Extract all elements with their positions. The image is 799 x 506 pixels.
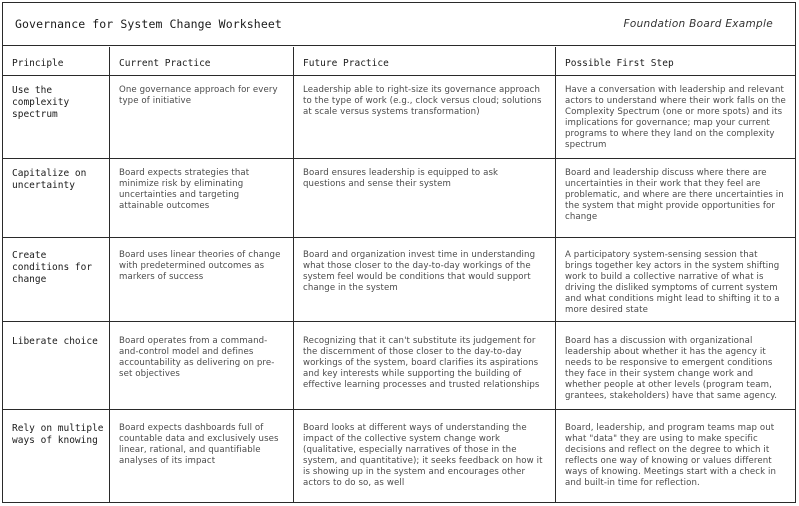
first-step-cell: Board, leadership, and program teams map out what "data" they are using to make specific decisions and reflect on the degree to which it reflects one way of knowing or values different ways of knowing. Meetings start with a check in and built-in time for reflection. — [565, 423, 777, 488]
column-divider — [109, 47, 110, 502]
current-practice-cell: One governance approach for every type of initiative — [119, 85, 278, 106]
principle-multiple-ways-of-knowing: Rely on multiple ways of knowing — [12, 423, 104, 446]
row-divider — [3, 321, 795, 322]
header-divider — [3, 75, 795, 76]
current-practice-cell: Board uses linear theories of change with predetermined outcomes as markers of success — [119, 250, 281, 282]
first-step-cell: Board and leadership discuss where there are uncertainties in their work that they feel are problematic, and where are there uncertainties in the system that might provide opportunities for change — [565, 168, 784, 222]
row-divider — [3, 409, 795, 410]
future-practice-cell: Leadership able to right-size its governance approach to the type of work (e.g., clock versus cloud; solutions at scale versus systems transformation) — [303, 85, 542, 117]
column-header-possible-first-step: Possible First Step — [565, 58, 674, 69]
future-practice-cell: Board ensures leadership is equipped to ask questions and sense their system — [303, 168, 499, 189]
row-divider — [3, 158, 795, 159]
column-header-principle: Principle — [12, 58, 64, 69]
first-step-cell: A participatory system-sensing session that brings together key actors in the system shifting work to build a collective narrative of what is driving the disliked symptoms of current system and what conditions might lead to shifting it to a more desired state — [565, 250, 780, 315]
principle-complexity-spectrum: Use the complexity spectrum — [12, 85, 70, 120]
first-step-cell: Have a conversation with leadership and relevant actors to understand where their work falls on the Complexity Spectrum (one or more spots) and its implications for governance; map your current programs to where they land on the complexity spectrum — [565, 85, 786, 150]
row-divider — [3, 237, 795, 238]
future-practice-cell: Board and organization invest time in understanding what those closer to the day-to-day workings of the system feel would be conditions that would support change in the system — [303, 250, 536, 293]
future-practice-cell: Board looks at different ways of understanding the impact of the collective system change work (qualitative, especially narratives of those in the system, and quantitative); it seeks feedback on how it is showing up in the system and encourages other actors to do so, as well — [303, 423, 543, 488]
column-header-current-practice: Current Practice — [119, 58, 211, 69]
principle-create-conditions: Create conditions for change — [12, 250, 93, 285]
current-practice-cell: Board expects strategies that minimize risk by eliminating uncertainties and targeting attainable outcomes — [119, 168, 250, 211]
future-practice-cell: Recognizing that it can't substitute its judgement for the discernment of those closer to the day-to-day workings of the system, board clarifies its aspirations and key interests while supporting the building of effective learning processes and trusted relationships — [303, 336, 540, 390]
first-step-cell: Board has a discussion with organizational leadership about whether it has the agency it needs to be responsive to emergent conditions they face in their system change work and whether people at other levels (program team, grantees, stakeholders) have that same agency. — [565, 336, 778, 401]
current-practice-cell: Board operates from a command-and-control model and defines accountability as delivering on pre-set objectives — [119, 336, 275, 379]
column-divider — [293, 47, 294, 502]
current-practice-cell: Board expects dashboards full of countable data and exclusively uses linear, rational, and quantifiable analyses of its impact — [119, 423, 279, 466]
page-subtitle: Foundation Board Example — [623, 18, 773, 30]
principle-capitalize-uncertainty: Capitalize on uncertainty — [12, 168, 87, 191]
worksheet — [2, 2, 796, 503]
title-divider — [3, 45, 795, 46]
principle-liberate-choice: Liberate choice — [12, 336, 98, 347]
page-title: Governance for System Change Worksheet — [15, 17, 282, 31]
column-divider — [555, 47, 556, 502]
column-header-future-practice: Future Practice — [303, 58, 389, 69]
